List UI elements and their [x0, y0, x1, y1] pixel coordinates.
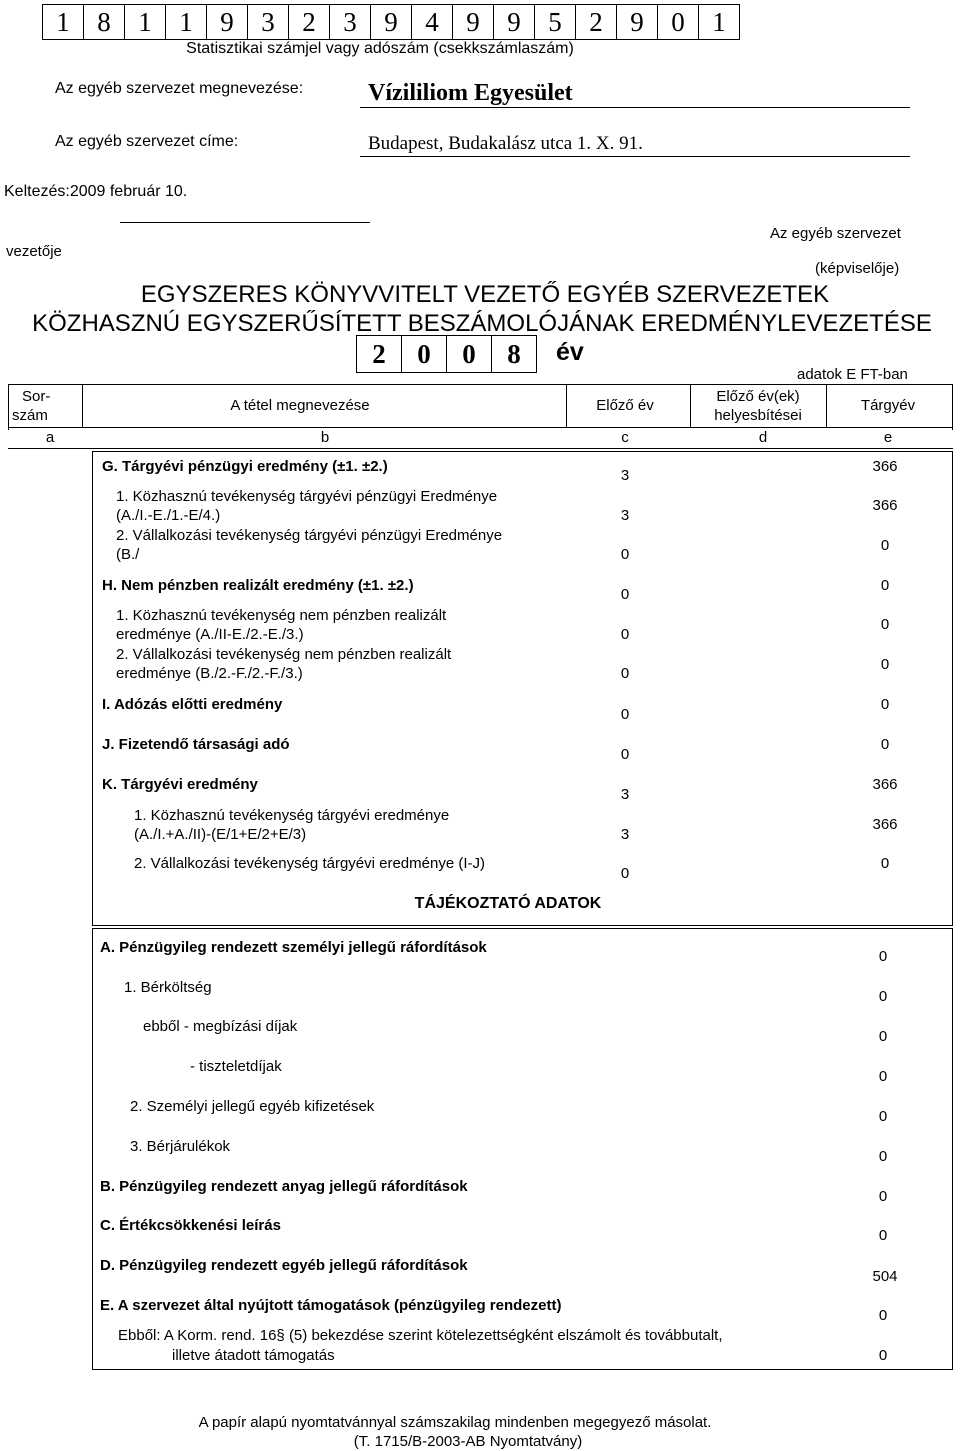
row-h2-current: 0 — [880, 656, 890, 673]
info-a1-label: 1. Bérköltség — [124, 979, 212, 996]
body-top-border — [92, 451, 953, 452]
table-left-border — [8, 384, 9, 430]
tax-id-digit: 8 — [84, 5, 125, 39]
row-k1-label: 1. Közhasznú tevékenység tárgyévi eredménye (A./I.+A./II)-(E/1+E/2+E/3) — [134, 807, 450, 843]
header-elozo-ev: Előző év — [596, 397, 654, 414]
rep-label: Az egyéb szervezet — [770, 225, 901, 242]
org-address-label: Az egyéb szervezet címe: — [55, 133, 239, 150]
year-boxes — [356, 335, 537, 373]
tax-id-digit: 3 — [330, 5, 371, 39]
row-k2-current: 0 — [880, 855, 890, 872]
info-a1b-label: - tiszteletdíjak — [190, 1058, 282, 1075]
row-h2-prev: 0 — [620, 665, 630, 682]
info-bottom-border — [92, 1369, 953, 1370]
col-divider — [566, 384, 567, 428]
org-name-underline — [360, 107, 910, 108]
row-k1-current: 366 — [872, 816, 898, 833]
info-c-value: 0 — [878, 1227, 888, 1244]
info-b-label: B. Pénzügyileg rendezett anyag jellegű ráfordítások — [100, 1178, 468, 1195]
table-right-border — [952, 384, 953, 430]
col-letter-c: c — [621, 429, 629, 446]
row-h2-label: 2. Vállalkozási tevékenység nem pénzben realizált eredménye (B./2.-F./2.-F./3.) — [116, 646, 452, 682]
info-title: TÁJÉKOZTATÓ ADATOK — [414, 895, 602, 912]
info-b-value: 0 — [878, 1188, 888, 1205]
row-k-current: 366 — [872, 776, 898, 793]
info-left-border — [92, 928, 93, 1370]
year-digit: 2 — [357, 336, 402, 372]
tax-id-digit: 5 — [535, 5, 576, 39]
info-a3-value: 0 — [878, 1148, 888, 1165]
info-top-border — [92, 928, 953, 929]
row-g1-current: 366 — [872, 497, 898, 514]
tax-id-digit: 1 — [699, 5, 740, 39]
table-header-divider — [8, 427, 953, 428]
info-e1-label: Ebből: A Korm. rend. 16§ (5) bekezdése szerint kötelezettségként elszámolt és továbbutalt, — [118, 1327, 723, 1344]
row-j-current: 0 — [880, 736, 890, 753]
org-name-label: Az egyéb szervezet megnevezése: — [55, 80, 304, 97]
row-i-label: I. Adózás előtti eredmény — [102, 696, 283, 713]
table-top-border — [8, 384, 953, 385]
tax-id-caption: Statisztikai számjel vagy adószám (csekkszámlaszám) — [186, 40, 574, 57]
tax-id-digit: 3 — [248, 5, 289, 39]
row-g-current: 366 — [872, 458, 898, 475]
info-a2-label: 2. Személyi jellegű egyéb kifizetések — [130, 1098, 375, 1115]
date-line: Keltezés:2009 február 10. — [4, 183, 188, 200]
row-g1-prev: 3 — [620, 507, 630, 524]
units-note: adatok E FT-ban — [797, 366, 908, 383]
tax-id-digit: 0 — [658, 5, 699, 39]
row-j-label: J. Fizetendő társasági adó — [102, 736, 290, 753]
year-digit: 8 — [492, 336, 537, 372]
info-a3-label: 3. Bérjárulékok — [130, 1138, 231, 1155]
rep-label-paren: (képviselője) — [815, 260, 900, 277]
header-helyesbites: Előző év(ek) — [716, 388, 800, 405]
row-k2-prev: 0 — [620, 865, 630, 882]
info-e1-value: 0 — [878, 1347, 888, 1364]
info-e1-label-2: illetve átadott támogatás — [172, 1347, 335, 1364]
row-k-label: K. Tárgyévi eredmény — [102, 776, 258, 793]
col-divider — [690, 384, 691, 428]
header-sorszam: Sor- — [22, 388, 51, 405]
body-left-border — [92, 451, 93, 926]
info-a1-value: 0 — [878, 988, 888, 1005]
info-e-value: 0 — [878, 1307, 888, 1324]
col-letter-e: e — [883, 429, 893, 446]
tax-id-digit: 4 — [412, 5, 453, 39]
row-j-prev: 0 — [620, 746, 630, 763]
row-g2-prev: 0 — [620, 546, 630, 563]
row-i-current: 0 — [880, 696, 890, 713]
col-divider — [826, 384, 827, 428]
row-h1-label: 1. Közhasznú tevékenység nem pénzben realizált eredménye (A./II-E./2.-E./3.) — [116, 607, 447, 643]
col-letter-d: d — [758, 429, 768, 446]
info-a2-value: 0 — [878, 1108, 888, 1125]
footer-form-id: (T. 1715/B-2003-AB Nyomtatvány) — [353, 1433, 583, 1450]
info-d-value: 504 — [872, 1268, 898, 1285]
info-a1a-label: ebből - megbízási díjak — [143, 1018, 298, 1035]
year-digit: 0 — [402, 336, 447, 372]
info-c-label: C. Értékcsökkenési leírás — [100, 1217, 281, 1234]
tax-id-digit: 9 — [371, 5, 412, 39]
year-suffix: év — [556, 338, 584, 366]
body-right-border — [952, 451, 953, 926]
org-name-value: Vízililiom Egyesület — [368, 80, 573, 106]
row-h1-current: 0 — [880, 616, 890, 633]
row-g-prev: 3 — [620, 467, 630, 484]
row-k2-label: 2. Vállalkozási tevékenység tárgyévi eredménye (I-J) — [134, 855, 485, 872]
org-address-underline — [360, 156, 910, 157]
row-h-label: H. Nem pénzben realizált eredmény (±1. ±2.) — [102, 577, 414, 594]
tax-id-digit: 1 — [125, 5, 166, 39]
row-g-label: G. Tárgyévi pénzügyi eredmény (±1. ±2.) — [102, 458, 388, 475]
tax-id-digit: 1 — [166, 5, 207, 39]
info-right-border — [952, 928, 953, 1370]
tax-id-digit: 2 — [576, 5, 617, 39]
col-letter-a: a — [45, 429, 55, 446]
info-e-label: E. A szervezet által nyújtott támogatások (pénzügyileg rendezett) — [100, 1297, 562, 1314]
row-i-prev: 0 — [620, 706, 630, 723]
title-line-1: EGYSZERES KÖNYVVITELT VEZETŐ EGYÉB SZERVEZETEK — [140, 281, 830, 308]
tax-id-digit: 9 — [453, 5, 494, 39]
year-digit: 0 — [447, 336, 492, 372]
header-targyev: Tárgyév — [860, 397, 916, 414]
row-g2-current: 0 — [880, 537, 890, 554]
tax-id-digit: 1 — [43, 5, 84, 39]
body-bottom-border — [92, 925, 953, 926]
row-g2-label: 2. Vállalkozási tevékenység tárgyévi pénzügyi Eredménye (B./ — [116, 527, 503, 563]
col-letter-b: b — [320, 429, 330, 446]
org-address-value: Budapest, Budakalász utca 1. X. 91. — [368, 133, 643, 154]
row-h-current: 0 — [880, 577, 890, 594]
info-a1a-value: 0 — [878, 1028, 888, 1045]
footer-note: A papír alapú nyomtatvánnyal számszakilag mindenben megegyező másolat. — [198, 1414, 712, 1431]
info-d-label: D. Pénzügyileg rendezett egyéb jellegű ráfordítások — [100, 1257, 468, 1274]
row-k1-prev: 3 — [620, 826, 630, 843]
table-letter-divider — [8, 448, 953, 449]
info-a-value: 0 — [878, 948, 888, 965]
tax-id-digit: 9 — [494, 5, 535, 39]
header-helyesbites-2: helyesbítései — [714, 407, 802, 424]
info-a-label: A. Pénzügyileg rendezett személyi jellegű ráfordítások — [100, 939, 487, 956]
col-divider — [82, 384, 83, 428]
tax-id-digit: 2 — [289, 5, 330, 39]
header-sorszam-2: szám — [12, 407, 48, 424]
header-tetel: A tétel megnevezése — [230, 397, 370, 414]
row-g1-label: 1. Közhasznú tevékenység tárgyévi pénzügyi Eredménye (A./I.-E./1.-E/4.) — [116, 488, 498, 524]
tax-id-digit: 9 — [207, 5, 248, 39]
leader-label: vezetője — [6, 243, 62, 260]
tax-id-boxes — [42, 4, 740, 40]
row-h1-prev: 0 — [620, 626, 630, 643]
row-k-prev: 3 — [620, 786, 630, 803]
row-h-prev: 0 — [620, 586, 630, 603]
signature-line — [120, 222, 370, 223]
info-a1b-value: 0 — [878, 1068, 888, 1085]
title-line-2: KÖZHASZNÚ EGYSZERŰSÍTETT BESZÁMOLÓJÁNAK EREDMÉNYLEVEZETÉSE — [32, 310, 932, 337]
tax-id-digit: 9 — [617, 5, 658, 39]
